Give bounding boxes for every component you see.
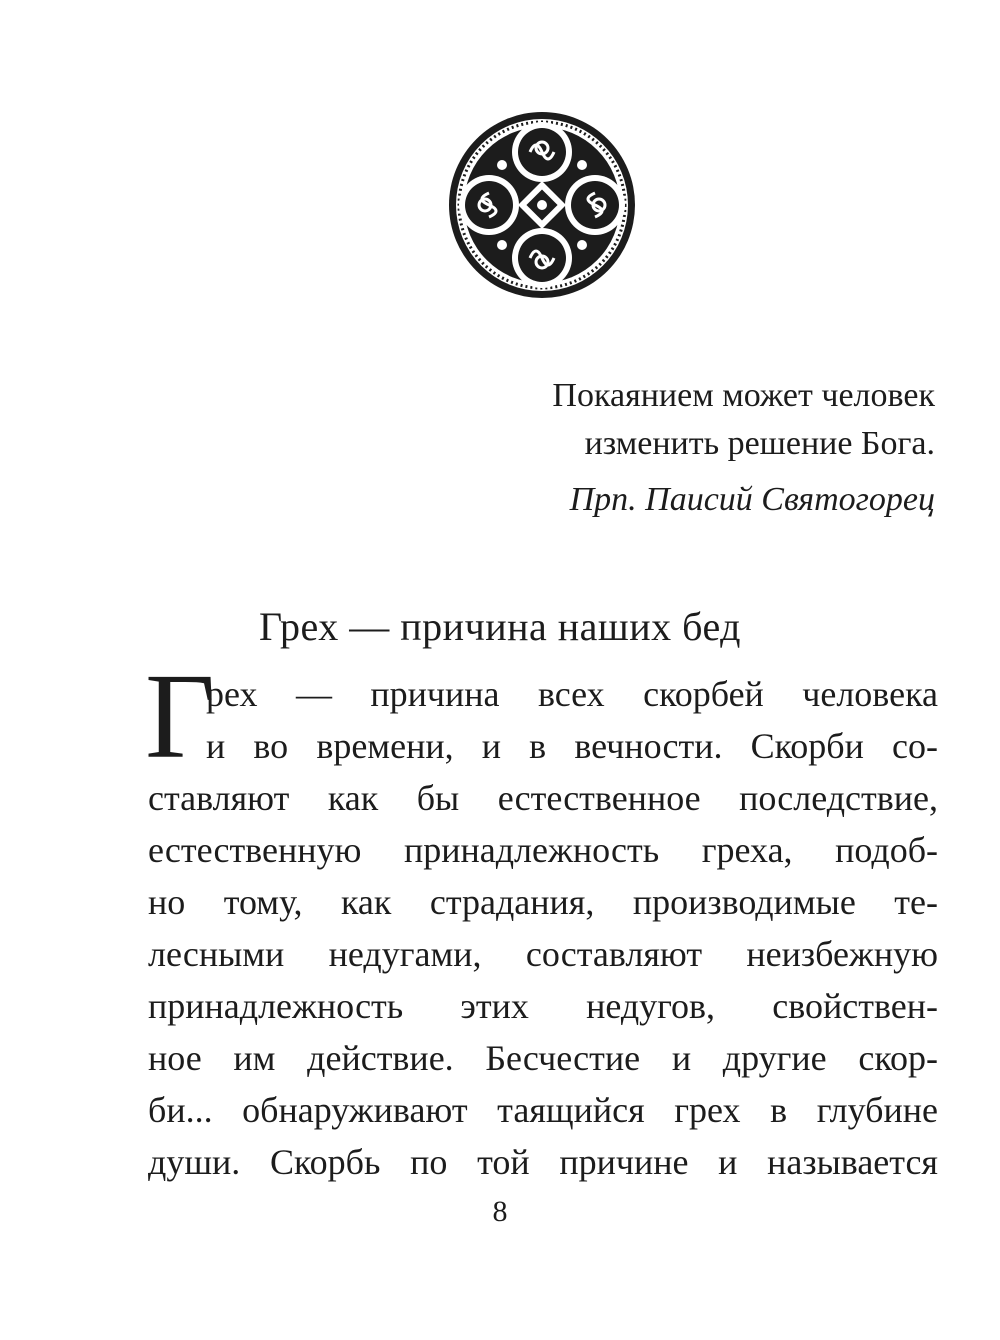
text-line: и во времени, и в вечности. Скорби со- xyxy=(206,726,938,766)
epigraph xyxy=(335,372,935,524)
epigraph-line: Покаянием может человек xyxy=(552,377,935,414)
text-line: би... обнаруживают таящийся грех в глубине xyxy=(148,1090,938,1130)
text-line: естественную принадлежность греха, подоб- xyxy=(148,830,938,870)
drop-cap: Г xyxy=(145,649,216,784)
text-line: ставляют как бы естественное последствие, xyxy=(148,778,938,818)
text-line: лесными недугами, составляют неизбежную xyxy=(148,934,938,974)
page-number: 8 xyxy=(492,1195,508,1228)
epigraph-author: Прп. Паисий Святогорец xyxy=(569,481,935,518)
text-line: ное им действие. Бесчестие и другие скор- xyxy=(148,1038,938,1078)
text-line: рех — причина всех скорбей человека xyxy=(206,674,938,714)
text-line: принадлежность этих недугов, свойствен- xyxy=(148,986,938,1026)
text-line: но тому, как страдания, производимые те- xyxy=(148,882,938,922)
chapter-title: Грех — причина наших бед xyxy=(258,604,742,649)
round-floral-ornament-icon xyxy=(447,110,637,300)
text-line: души. Скорбь по той причине и называется xyxy=(148,1142,938,1182)
body-text xyxy=(148,668,938,1188)
epigraph-line: изменить решение Бога. xyxy=(584,425,935,462)
